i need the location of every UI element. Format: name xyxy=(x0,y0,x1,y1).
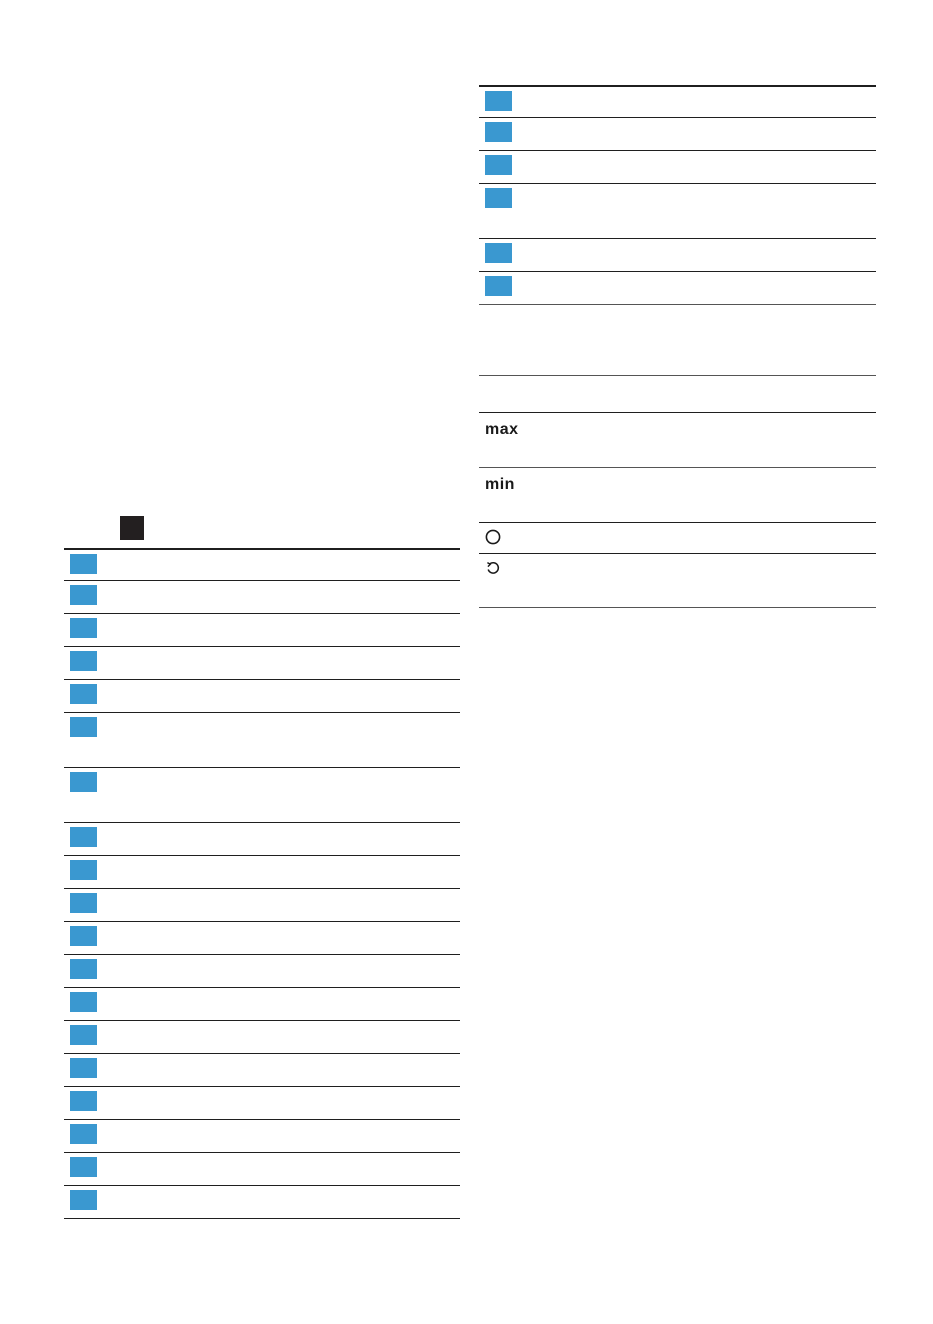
blue-badge-icon xyxy=(485,276,512,296)
blue-badge-icon xyxy=(70,717,97,737)
blue-badge-icon xyxy=(70,860,97,880)
table-row xyxy=(64,1021,460,1054)
rotate-arrow-icon xyxy=(485,560,501,576)
max-label: max xyxy=(485,421,519,438)
table-row xyxy=(64,988,460,1021)
table-row xyxy=(64,1120,460,1153)
table-row xyxy=(479,151,876,184)
table-row xyxy=(64,856,460,889)
blue-badge-icon xyxy=(70,1124,97,1144)
blue-badge-icon xyxy=(70,1025,97,1045)
blue-badge-icon xyxy=(70,651,97,671)
table-row xyxy=(64,1054,460,1087)
table-row xyxy=(64,680,460,713)
blue-badge-icon xyxy=(70,772,97,792)
table-row xyxy=(64,548,460,581)
table-row xyxy=(479,272,876,305)
blue-badge-icon xyxy=(70,992,97,1012)
blue-badge-icon xyxy=(70,827,97,847)
right-table xyxy=(479,85,876,608)
table-row xyxy=(64,768,460,823)
blue-badge-icon xyxy=(70,684,97,704)
blue-badge-icon xyxy=(70,1190,97,1210)
blue-badge-icon xyxy=(70,554,97,574)
table-row xyxy=(64,581,460,614)
table-row xyxy=(64,889,460,922)
blue-badge-icon xyxy=(70,1091,97,1111)
table-row xyxy=(479,85,876,118)
blue-badge-icon xyxy=(485,188,512,208)
table-row xyxy=(64,647,460,680)
blue-badge-icon xyxy=(485,155,512,175)
table-row-empty xyxy=(479,376,876,413)
blue-badge-icon xyxy=(485,91,512,111)
table-row xyxy=(479,118,876,151)
blue-badge-icon xyxy=(70,1058,97,1078)
table-row xyxy=(64,1153,460,1186)
circle-icon xyxy=(485,529,501,545)
blue-badge-icon xyxy=(70,585,97,605)
table-row-min xyxy=(479,468,876,523)
blue-badge-icon xyxy=(70,618,97,638)
blue-badge-icon xyxy=(485,243,512,263)
left-table-heading xyxy=(64,514,460,548)
table-row xyxy=(64,823,460,856)
table-row-max xyxy=(479,413,876,468)
left-table xyxy=(64,514,460,1219)
min-label: min xyxy=(485,476,515,493)
blue-badge-icon xyxy=(485,122,512,142)
table-row xyxy=(64,713,460,768)
table-row-empty xyxy=(479,305,876,376)
table-row xyxy=(64,1186,460,1219)
table-row-off xyxy=(479,523,876,554)
blue-badge-icon xyxy=(70,1157,97,1177)
table-row xyxy=(64,614,460,647)
table-row xyxy=(479,239,876,272)
blue-badge-icon xyxy=(70,959,97,979)
table-row xyxy=(64,955,460,988)
blue-badge-icon xyxy=(70,926,97,946)
blue-badge-icon xyxy=(70,893,97,913)
table-row xyxy=(479,184,876,239)
table-row xyxy=(64,922,460,955)
table-row xyxy=(64,1087,460,1120)
black-square-icon xyxy=(120,516,144,540)
table-row-restart xyxy=(479,554,876,608)
